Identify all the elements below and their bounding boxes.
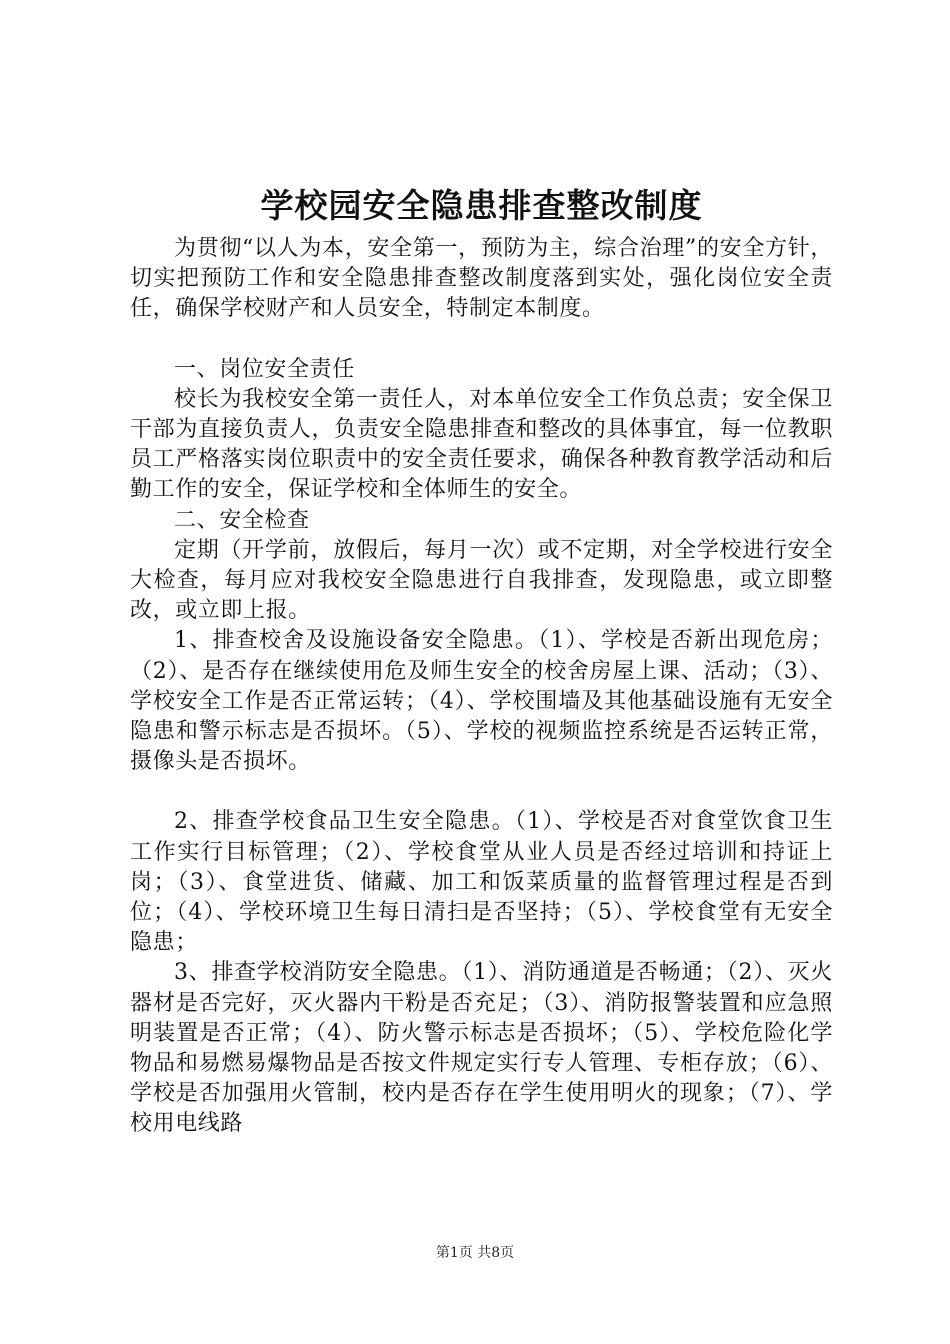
section-body-duty: 校长为我校安全第一责任人，对本单位安全工作负总责；安全保卫干部为直接负责人，负责安全隐患排查和整改的具体事宜，每一位教职员工严格落实岗位职责中的安全责任要求，确保各种教育教学活动和后勤工作的安全，保证学校和全体师生的安全。 bbox=[130, 386, 833, 503]
inspection-item-facilities: 1、排查校舍及设施设备安全隐患。（1）、学校是否新出现危房；（2）、是否存在继续使用危及师生安全的校舍房屋上课、活动；（3）、学校安全工作是否正常运转；（4）、学校围墙及其他基础设施有无安全隐患和警示标志是否损坏。（5）、学校的视频监控系统是否运转正常，摄像头是否损坏。 bbox=[130, 628, 833, 775]
inspection-item-food-safety: 2、排查学校食品卫生安全隐患。（1）、学校是否对食堂饮食卫生工作实行目标管理；（2）、学校食堂从业人员是否经过培训和持证上岗；（3）、食堂进货、储藏、加工和饭菜质量的监督管理过程是否到位；（4）、学校环境卫生每日清扫是否坚持；（5）、学校食堂有无安全隐患； bbox=[130, 809, 833, 956]
document-page bbox=[130, 183, 833, 1140]
page-footer: 第1页 共8页 bbox=[435, 1245, 515, 1261]
inspection-item-fire-safety: 3、排查学校消防安全隐患。（1）、消防通道是否畅通；（2）、灭火器材是否完好，灭火器内干粉是否充足；（3）、消防报警装置和应急照明装置是否正常；（4）、防火警示标志是否损坏；（5）、学校危险化学物品和易燃易爆物品是否按文件规定实行专人管理、专柜存放；（6）、学校是否加强用火管制，校内是否存在学生使用明火的现象；（7）、学校用电线路 bbox=[130, 960, 833, 1137]
section-heading-duty: 一、岗位安全责任 bbox=[174, 356, 355, 382]
section-heading-inspection: 二、安全检查 bbox=[174, 507, 310, 533]
paragraph-gap bbox=[130, 325, 833, 355]
paragraph-gap bbox=[130, 777, 833, 807]
section-body-inspection: 定期（开学前，放假后，每月一次）或不定期，对全学校进行安全大检查，每月应对我校安全隐患进行自我排查，发现隐患，或立即整改，或立即上报。 bbox=[130, 537, 833, 624]
intro-paragraph: 为贯彻“以人为本，安全第一，预防为主，综合治理”的安全方针，切实把预防工作和安全隐患排查整改制度落到实处，强化岗位安全责任，确保学校财产和人员安全，特制定本制度。 bbox=[130, 236, 833, 322]
document-title: 学校园安全隐患排查整改制度 bbox=[260, 186, 703, 225]
